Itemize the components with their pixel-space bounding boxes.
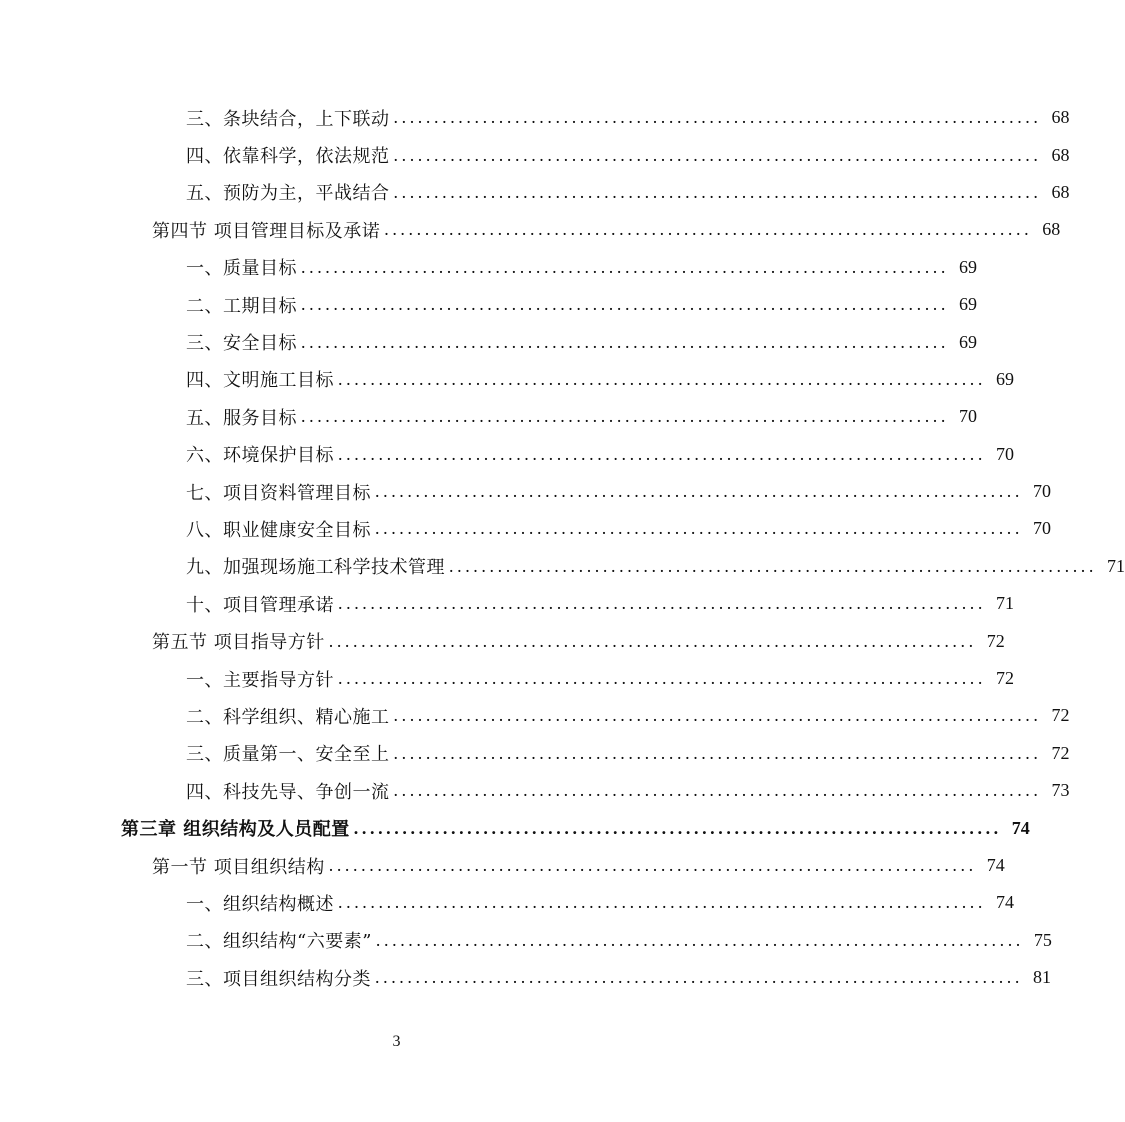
toc-entry-title: 一、主要指导方针 (186, 669, 334, 691)
toc-dot-leader: ................................................................................ (353, 817, 1002, 838)
toc-entry-page: 70 (996, 443, 1014, 464)
toc-subsection-entry[interactable] (0, 697, 1070, 734)
toc-dot-leader: ................................................................................ (301, 406, 949, 427)
toc-subsection-entry[interactable] (0, 959, 1051, 996)
toc-entry-page: 68 (1051, 144, 1070, 165)
toc-entry-title: 二、工期目标 (186, 295, 297, 317)
toc-entry-page: 74 (986, 855, 1005, 875)
toc-entry-page: 69 (959, 331, 977, 352)
toc-dot-leader: ................................................................................ (375, 967, 1023, 988)
toc-entry-title: 四、依靠科学，依法规范 (186, 146, 390, 168)
toc-entry-page: 72 (986, 630, 1005, 651)
toc-dot-leader: ................................................................................ (328, 630, 977, 651)
toc-entry-title: 第四节 项目管理目标及承诺 (152, 220, 381, 242)
toc-entry-title: 八、职业健康安全目标 (186, 519, 371, 541)
toc-subsection-entry[interactable] (0, 660, 1014, 697)
toc-dot-leader: ................................................................................ (338, 593, 986, 614)
toc-dot-leader: ................................................................................ (393, 742, 1042, 763)
toc-subsection-entry[interactable] (0, 735, 1070, 772)
toc-dot-leader: ................................................................................ (301, 331, 949, 352)
toc-section-entry[interactable] (0, 622, 1005, 659)
toc-entry-page: 72 (996, 668, 1014, 689)
toc-entry-page: 75 (1033, 929, 1052, 950)
toc-entry-title: 五、服务目标 (186, 407, 297, 429)
toc-dot-leader: ................................................................................ (375, 518, 1023, 539)
toc-entry-page: 69 (996, 368, 1014, 389)
toc-dot-leader: ................................................................................ (393, 107, 1042, 128)
toc-dot-leader: ................................................................................ (301, 294, 949, 315)
toc-dot-leader: ................................................................................ (375, 481, 1023, 502)
toc-entry-page: 73 (1051, 780, 1070, 801)
toc-entry-title: 十、项目管理承诺 (186, 594, 334, 616)
toc-entry-title: 二、组织结构“六要素” (186, 931, 372, 953)
toc-subsection-entry[interactable] (0, 323, 977, 360)
toc-entry-page: 68 (1051, 107, 1070, 128)
toc-entry-title: 第五节 项目指导方针 (152, 632, 325, 654)
toc-chapter-entry[interactable] (0, 809, 1030, 846)
toc-dot-leader: ................................................................................ (393, 144, 1042, 165)
toc-dot-leader: ................................................................................ (338, 668, 986, 689)
toc-entry-page: 70 (1033, 481, 1051, 502)
toc-entry-title: 五、预防为主，平战结合 (186, 183, 390, 205)
toc-entry-title: 三、质量第一、安全至上 (186, 744, 390, 766)
toc-subsection-entry[interactable] (0, 772, 1070, 809)
toc-entry-page: 72 (1051, 705, 1070, 726)
toc-subsection-entry[interactable] (0, 884, 1014, 921)
toc-subsection-entry[interactable] (0, 922, 1052, 959)
toc-entry-title: 九、加强现场施工科学技术管理 (186, 557, 445, 579)
toc-entry-title: 第一节 项目组织结构 (152, 856, 325, 878)
toc-entry-title: 一、组织结构概述 (186, 893, 334, 915)
toc-dot-leader: ................................................................................ (384, 219, 1033, 240)
toc-entry-page: 71 (996, 593, 1014, 614)
toc-subsection-entry[interactable] (0, 136, 1070, 173)
toc-subsection-entry[interactable] (0, 174, 1070, 211)
toc-entry-page: 81 (1033, 967, 1051, 988)
toc-dot-leader: ................................................................................ (338, 443, 986, 464)
toc-dot-leader: ................................................................................ (393, 780, 1042, 801)
toc-entry-page: 74 (1011, 817, 1030, 838)
toc-subsection-entry[interactable] (0, 361, 1014, 398)
toc-subsection-entry[interactable] (0, 510, 1051, 547)
toc-entry-page: 68 (1051, 181, 1070, 202)
toc-subsection-entry[interactable] (0, 286, 977, 323)
toc-entry-title: 六、环境保护目标 (186, 445, 334, 467)
toc-dot-leader: ................................................................................ (393, 705, 1042, 726)
toc-dot-leader: ................................................................................ (375, 929, 1024, 950)
toc-entry-page: 70 (1033, 518, 1051, 539)
table-of-contents (0, 99, 1125, 996)
toc-entry-title: 三、安全目标 (186, 333, 297, 355)
toc-subsection-entry[interactable] (0, 249, 977, 286)
toc-dot-leader: ................................................................................ (301, 256, 949, 277)
toc-entry-title: 三、条块结合，上下联动 (186, 108, 390, 130)
toc-dot-leader: ................................................................................ (449, 555, 1097, 576)
toc-section-entry[interactable] (0, 211, 1061, 248)
toc-entry-page: 74 (996, 892, 1014, 913)
toc-entry-title: 三、项目组织结构分类 (186, 968, 371, 990)
toc-section-entry[interactable] (0, 847, 1005, 884)
toc-dot-leader: ................................................................................ (328, 855, 977, 875)
toc-entry-page: 70 (959, 406, 977, 427)
toc-subsection-entry[interactable] (0, 548, 1125, 585)
toc-entry-page: 69 (959, 294, 977, 315)
toc-entry-title: 四、科技先导、争创一流 (186, 781, 390, 803)
toc-dot-leader: ................................................................................ (338, 892, 986, 913)
toc-entry-page: 71 (1107, 555, 1125, 576)
toc-entry-title: 第三章 组织结构及人员配置 (121, 819, 350, 841)
toc-subsection-entry[interactable] (0, 585, 1014, 622)
toc-entry-page: 72 (1051, 742, 1070, 763)
toc-subsection-entry[interactable] (0, 99, 1070, 136)
toc-subsection-entry[interactable] (0, 473, 1051, 510)
toc-entry-page: 69 (959, 256, 977, 277)
toc-entry-title: 七、项目资料管理目标 (186, 482, 371, 504)
toc-entry-page: 68 (1042, 219, 1061, 240)
toc-entry-title: 四、文明施工目标 (186, 370, 334, 392)
toc-entry-title: 一、质量目标 (186, 258, 297, 280)
page-number: 3 (392, 1033, 401, 1050)
toc-subsection-entry[interactable] (0, 398, 977, 435)
toc-dot-leader: ................................................................................ (338, 368, 986, 389)
toc-dot-leader: ................................................................................ (393, 181, 1042, 202)
toc-entry-title: 二、科学组织、精心施工 (186, 706, 390, 728)
toc-subsection-entry[interactable] (0, 436, 1014, 473)
